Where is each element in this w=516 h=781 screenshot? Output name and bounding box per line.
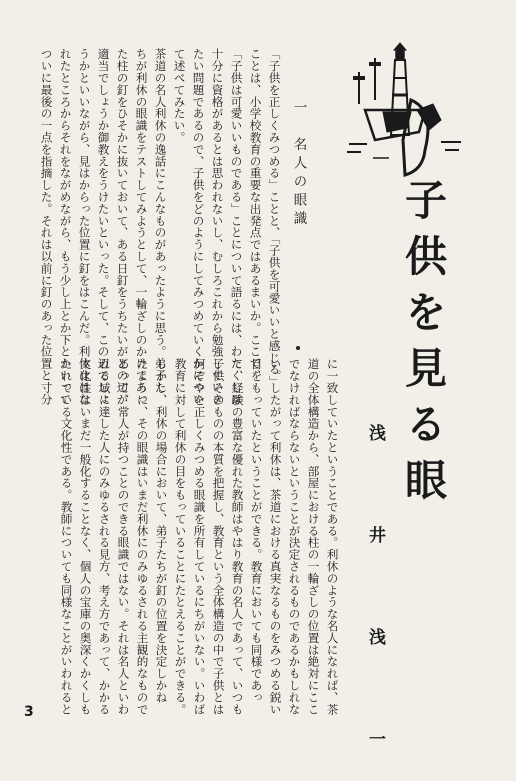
upper-line-11: うかといいながら、見はからった位置に釘をはこんだ。利休ははな [77, 48, 92, 405]
lower-line-1: に一致していたということである。利休のような名人になれば、茶 [325, 358, 340, 715]
upper-line-6: て述べてみたい。 [172, 48, 187, 144]
lower-line-13: れる域に達した人にのみゆるされる見方、考え方であって、かかる [97, 358, 112, 715]
lighthouse-harbor-illustration [345, 40, 470, 180]
lower-line-8: 何ぞやを正しくみつめる眼識を所有しているにちがいない。いわば [192, 358, 207, 715]
upper-line-13: ついに最後の一点を指摘した。それは以前に釘のあった位置と寸分 [39, 48, 54, 405]
lower-line-7: 子供そのものの本質を把握し、教育という全体構造の中で子供とは [211, 358, 226, 715]
lower-line-11: たように、その眼識はいまだ利休にのみゆるされる主観的なもので [135, 358, 150, 715]
upper-line-5: たい問題であるので、子供をどのようにしてみつめていくかについ [191, 48, 206, 405]
lower-line-9: 教育に対して利休の目をもっていることにたとえることができる。 [173, 358, 188, 715]
upper-line-8: ちが利休の眼識をテストしてみようとして、一輪ざしのかけてあっ [134, 48, 149, 405]
upper-line-7: 茶道の名人利休の逸話にこんなものがあったように思う。弟子た [153, 48, 168, 394]
section-heading: 一 名人の眼識 [290, 100, 307, 230]
divider-dot [296, 346, 300, 350]
lower-line-3: でなければならないということが決定されるものであるかもしれな [287, 358, 302, 715]
lower-line-14: 文化性はいまだ一般化することなく、個人の宝庫の奥深くかくしも [78, 358, 93, 715]
upper-line-1: 「子供を正しくみつめる」ことと、「子供を可愛いいと感じる」 [267, 48, 282, 388]
lower-line-10: しかし、利休の場合において、弟子たちが釘の位置を決定しかね [154, 358, 169, 704]
upper-line-3: 「子供は可愛いいものである」ことについて語るには、わたくしは [229, 48, 244, 405]
upper-line-4: 十分に資格があるとは思われないし、むしろこれから勉強していき [210, 48, 225, 405]
upper-line-10: 適当でしょうか御教えをうけたいといった。そして、この辺でしょ [96, 48, 111, 405]
lower-line-6: て、経験の豊富な優れた教師はやはり教育の名人であって、いつも [230, 358, 245, 715]
article-title: 子供を見る眼 [399, 178, 448, 514]
page-number: 3 [24, 704, 34, 720]
upper-line-9: た柱の釘をひそかに抜いておいて、ある日釘をうちたいがどの辺が [115, 48, 130, 405]
lower-line-4: い。したがって利休は、茶道における真実なるものをみつめる鋭い [268, 358, 283, 715]
lower-line-5: 目をもっていたということができる。教育においても同様であっ [249, 358, 264, 704]
lower-line-12: あって、常人が持つことのできる眼識ではない。それは名人といわ [116, 358, 131, 715]
author-name: 浅 井 浅 一 [365, 424, 385, 781]
upper-line-12: れたところからそれをながめながら、もう少し上とか下とかいって [58, 48, 73, 405]
lower-line-15: たれている文化性である。教師についても同様なことがいわれると [59, 358, 74, 715]
upper-line-2: ことは、小学校教育の重要な出発点ではあるまいか。ここで、 [248, 48, 263, 382]
lower-line-2: 道の全体構造から、部屋における柱の一輪ざしの位置は絶対にここ [306, 358, 321, 715]
